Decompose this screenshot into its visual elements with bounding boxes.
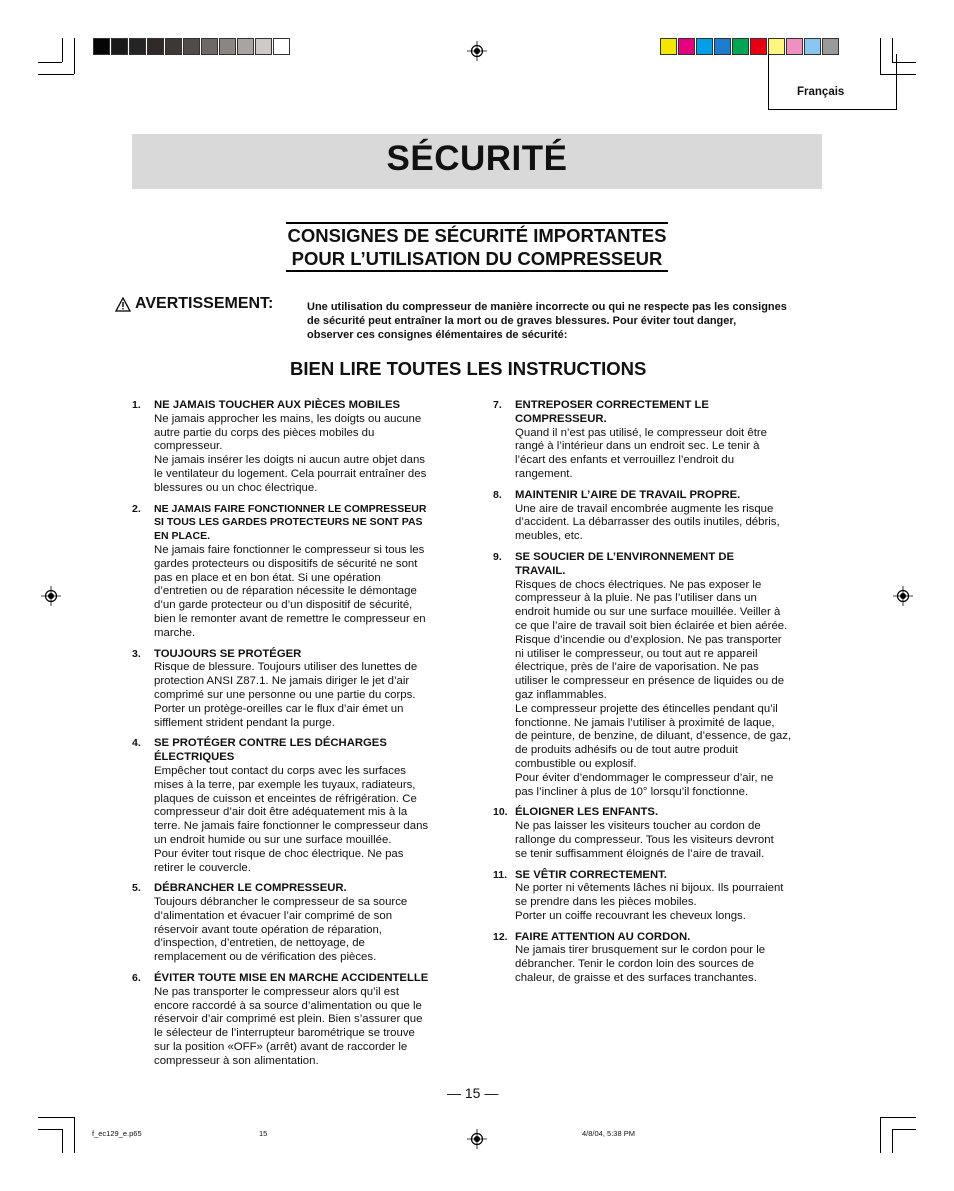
item-body: Ne pas laisser les visiteurs toucher au cordon de rallonge du compresseur. Tous les visiteurs devront se tenir suffisamment éloignés de l’aire de travail. [515, 820, 774, 860]
item-body: Risques de chocs électriques. Ne pas exposer le compresseur à la pluie. Ne pas l’utiliser dans un endroit humide ou sur une surface mouillée. Veiller à ce que l’aire de travail soit bien éclairée et bien aérée. Risque d’incendie ou d’explosion. Ne pas transporter ni utiliser le compresseur, ou tout aut re appareil électrique, près de l’aire de vaporisation. Ne pas utiliser le compresseur en présence de liquides ou de gaz inflammables. Le compresseur projette des étincelles pendant qu’il fonctionne. Ne jamais l’utiliser à proximité de laque, de peinture, de benzine, de diluant, d’essence, de gaz, de produits adhésifs ou de tout autre produit combustible ou explosif. Pour éviter d’endommager le compresseur d’air, ne pas l’incliner à plus de 10° lorsqu’il fonctionne. [515, 578, 792, 798]
crop-mark [880, 1117, 881, 1153]
item-number: 12. [493, 930, 508, 943]
safety-item [493, 551, 823, 799]
safety-item [132, 503, 462, 641]
item-title: ENTREPOSER CORRECTEMENT LE COMPRESSEUR. [515, 399, 709, 425]
safety-item [493, 806, 823, 861]
color-swatch [111, 38, 128, 55]
item-title: NE JAMAIS TOUCHER AUX PIÈCES MOBILES [154, 399, 401, 411]
crop-mark [892, 1129, 893, 1153]
item-number: 5. [132, 882, 141, 895]
item-body: Risque de blessure. Toujours utiliser des lunettes de protection ANSI Z87.1. Ne jamais diriger le jet d’air comprimé sur une personne ou une partie du corps. Porter un protège-oreilles car le flux d’air émet un sifflement strident pendant la purge. [154, 661, 418, 729]
item-body: Ne jamais approcher les mains, les doigts ou aucune autre partie du corps des pièces mobiles du compresseur. Ne jamais insérer les doigts ni aucun autre objet dans le ventilateur du logement. Cela pourrait entraîner des blessures ou un choc électrique. [154, 412, 427, 494]
item-body: Ne pas transporter le compresseur alors qu’il est encore raccordé à sa source d’alimentation ou que le réservoir d’air comprimé est plein. Bien s’assurer que le sélecteur de l’interrupteur barométrique se trouve sur la position «OFF» (arrêt) avant de raccorder le compresseur à son alimentation. [154, 985, 423, 1067]
warning-triangle-icon [115, 297, 131, 312]
crop-mark [38, 1129, 62, 1130]
color-swatch [822, 38, 839, 55]
color-swatch [714, 38, 731, 55]
crop-mark [62, 38, 63, 62]
footer-page: 15 [259, 1129, 268, 1138]
color-swatch [93, 38, 110, 55]
item-body: Ne porter ni vêtements lâches ni bijoux. Ils pourraient se prendre dans les pièces mobiles. Porter un coiffe recouvrant les cheveux longs. [515, 882, 784, 922]
footer-date: 4/8/04, 5:38 PM [582, 1129, 635, 1138]
color-swatch [678, 38, 695, 55]
item-title: ÉLOIGNER LES ENFANTS. [515, 806, 659, 819]
crop-mark [74, 38, 75, 74]
subtitle-line-1: CONSIGNES DE SÉCURITÉ IMPORTANTES [287, 225, 667, 246]
item-number: 6. [132, 972, 141, 985]
item-body: Toujours débrancher le compresseur de sa source d’alimentation et évacuer l’air comprimé de son réservoir avant toute opération de réparation, d’inspection, d’entretien, de nettoyage, de remplacement ou de vérification des pièces. [154, 896, 408, 964]
color-swatch [201, 38, 218, 55]
registration-mark-icon [893, 586, 913, 606]
item-number: 8. [493, 488, 502, 501]
left-column [132, 399, 462, 1076]
safety-item [493, 399, 823, 482]
language-tab [768, 54, 897, 110]
color-swatch [732, 38, 749, 55]
color-swatch [165, 38, 182, 55]
warning-text [307, 300, 827, 342]
safety-item [132, 972, 462, 1069]
color-swatch [129, 38, 146, 55]
crop-mark [38, 62, 62, 63]
item-number: 10. [493, 806, 508, 819]
warning-line-3: observer ces consignes élémentaires de sécurité: [307, 329, 568, 341]
subtitle-block [286, 222, 669, 272]
right-column [493, 399, 823, 993]
color-swatch [750, 38, 767, 55]
registration-mark-icon [467, 1129, 487, 1149]
color-swatch [183, 38, 200, 55]
color-swatch [696, 38, 713, 55]
registration-mark-icon [41, 586, 61, 606]
color-swatch [147, 38, 164, 55]
safety-item [132, 399, 462, 496]
warning-line-1: Une utilisation du compresseur de manière incorrecte ou qui ne respecte pas les consignes [307, 301, 787, 313]
item-title: MAINTENIR L’AIRE DE TRAVAIL PROPRE. [515, 488, 741, 501]
item-title: SE SOUCIER DE L’ENVIRONNEMENT DE TRAVAIL. [515, 550, 735, 577]
item-title: SE VÊTIR CORRECTEMENT. [515, 868, 667, 881]
item-body: Quand il n’est pas utilisé, le compresseur doit être rangé à l’intérieur dans un endroit sec. Le tenir à l’écart des enfants et verrouillez l’endroit du rangement. [515, 426, 767, 480]
crop-mark [74, 1117, 75, 1153]
item-body: Empêcher tout contact du corps avec les surfaces mises à la terre, par exemple les tuyaux, radiateurs, plaques de cuisson et enceintes de réfrigération. Ce compresseur d’air doit être adéquatement mis à la terre. Ne jamais faire fonctionner le compresseur dans un endroit humide ou sur une surface mouillée. Pour éviter tout risque de choc électrique. Ne pas retirer le couvercle. [154, 764, 429, 874]
item-number: 9. [493, 550, 502, 563]
item-title: FAIRE ATTENTION AU CORDON. [515, 930, 691, 943]
warning-label: AVERTISSEMENT: [135, 295, 274, 312]
crop-mark [62, 1129, 63, 1153]
safety-item [132, 648, 462, 731]
color-swatch [255, 38, 272, 55]
footer-filename: f_ec129_e.p65 [92, 1129, 142, 1138]
item-number: 2. [132, 502, 141, 515]
crop-mark [38, 74, 74, 75]
page-number: — 15 — [447, 1085, 499, 1101]
item-title: ÉVITER TOUTE MISE EN MARCHE ACCIDENTELLE [154, 972, 429, 985]
color-swatch [786, 38, 803, 55]
color-swatch [660, 38, 677, 55]
safety-item [493, 869, 823, 924]
safety-item [493, 931, 823, 986]
warning-heading [115, 295, 273, 313]
item-title: SE PROTÉGER CONTRE LES DÉCHARGES ÉLECTRIQUES [154, 737, 387, 764]
color-swatch-bar [660, 38, 840, 55]
item-body: Ne jamais faire fonctionner le compresseur si tous les gardes protecteurs ou dispositifs de sécurité ne sont pas en place et en bon état. Si une opération d’entretien ou de réparation nécessite le démontage d’un garde protecteur ou d’un dispositif de sécurité, bien le remonter avant de remettre le compresseur en marche. [154, 543, 426, 639]
read-all-heading: BIEN LIRE TOUTES LES INSTRUCTIONS [290, 358, 647, 379]
color-swatch [273, 38, 290, 55]
item-number: 1. [132, 399, 141, 411]
item-number: 3. [132, 647, 141, 660]
item-number: 7. [493, 399, 502, 411]
item-title: TOUJOURS SE PROTÉGER [154, 647, 302, 660]
safety-item [132, 882, 462, 965]
item-number: 11. [493, 868, 508, 881]
gray-swatch-bar [93, 38, 291, 55]
color-swatch [804, 38, 821, 55]
item-title: DÉBRANCHER LE COMPRESSEUR. [154, 882, 347, 895]
crop-mark [880, 1117, 916, 1118]
item-number: 4. [132, 737, 141, 750]
subtitle-line-2: POUR L’UTILISATION DU COMPRESSEUR [291, 248, 663, 269]
color-swatch [237, 38, 254, 55]
warning-line-2: de sécurité peut entraîner la mort ou de graves blessures. Pour éviter tout danger, [307, 315, 737, 327]
item-title: NE JAMAIS FAIRE FONCTIONNER LE COMPRESSEUR SI TOUS LES GARDES PROTECTEURS NE SONT PAS EN PLACE. [154, 502, 427, 543]
language-label: Français [797, 86, 845, 98]
color-swatch [768, 38, 785, 55]
item-body: Ne jamais tirer brusquement sur le cordon pour le débrancher. Tenir le cordon loin des sources de chaleur, de graisse et des surfaces tranchantes. [515, 944, 766, 985]
color-swatch [219, 38, 236, 55]
safety-item [493, 489, 823, 544]
item-body: Une aire de travail encombrée augmente les risque d’accident. La débarrasser des outils inutiles, débris, meubles, etc. [515, 502, 780, 543]
crop-mark [892, 1129, 916, 1130]
crop-mark [38, 1117, 74, 1118]
safety-item [132, 737, 462, 875]
section-subtitle [272, 222, 682, 272]
page-title: SÉCURITÉ [386, 139, 568, 178]
registration-mark-icon [467, 41, 487, 61]
